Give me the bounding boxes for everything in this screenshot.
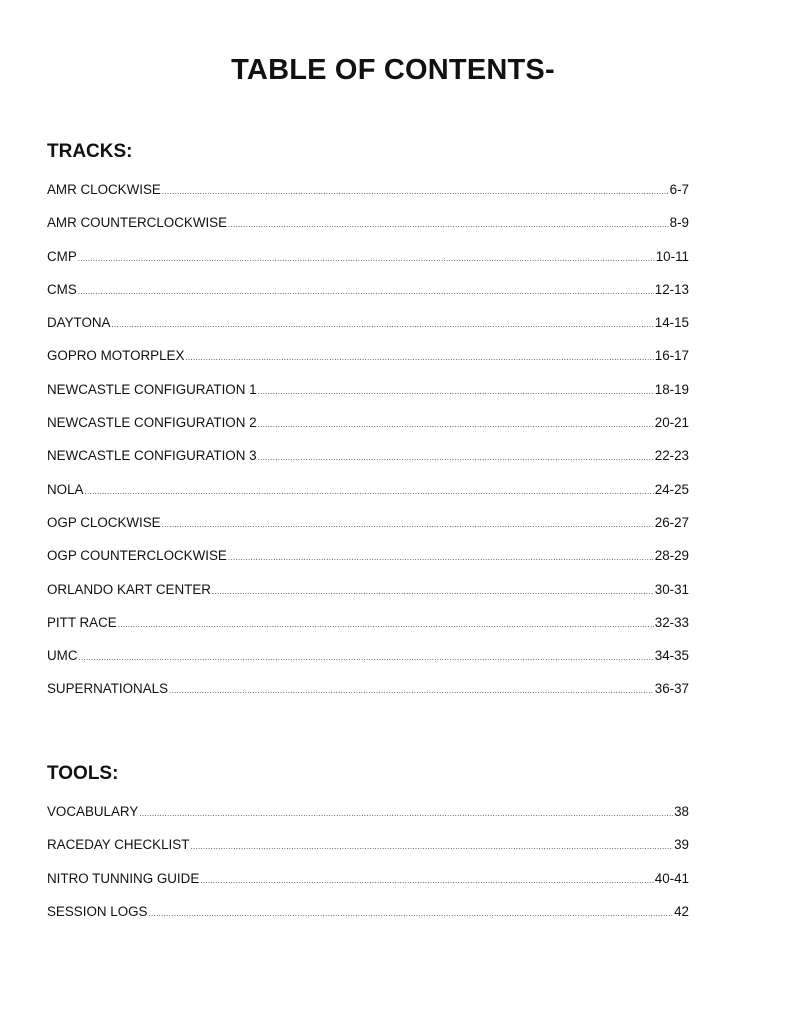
dot-leader — [258, 383, 654, 401]
toc-entry-label: AMR CLOCKWISE — [47, 182, 161, 197]
toc-entry — [47, 836, 689, 869]
toc-entry-label: GOPRO MOTORPLEX — [47, 348, 185, 364]
toc-entry-pages: 6-7 — [669, 182, 689, 197]
dot-leader — [78, 283, 654, 301]
toc-entry — [47, 803, 689, 836]
dot-leader — [148, 905, 673, 923]
dot-leader — [118, 616, 654, 634]
dot-leader — [84, 483, 653, 501]
dot-leader — [228, 216, 669, 234]
toc-entry — [47, 381, 689, 414]
toc-entry-label: NEWCASTLE CONFIGURATION 2 — [47, 415, 257, 431]
dot-leader — [169, 682, 654, 700]
toc-entry-label: VOCABULARY — [47, 804, 139, 819]
dot-leader — [139, 805, 673, 823]
toc-entry-label: AMR COUNTERCLOCKWISE — [47, 215, 228, 231]
dot-leader — [162, 516, 654, 534]
toc-entry-label: OGP COUNTERCLOCKWISE — [47, 548, 227, 564]
toc-entry-label: NEWCASTLE CONFIGURATION 1 — [47, 381, 257, 397]
dot-leader — [78, 250, 655, 268]
toc-entry-pages: 42 — [674, 903, 689, 919]
toc-entry — [47, 680, 689, 713]
dot-leader — [190, 838, 673, 856]
toc-entry-label: PITT RACE — [47, 614, 117, 630]
toc-entry-pages: 40-41 — [654, 870, 689, 886]
section-heading-tools: TOOLS: — [47, 763, 119, 784]
dot-leader — [162, 183, 669, 201]
toc-entry — [47, 581, 689, 614]
toc-entry-pages: 34-35 — [654, 648, 689, 664]
toc-entry-label: CMP — [47, 248, 77, 264]
dot-leader — [212, 583, 654, 601]
toc-entry — [47, 514, 689, 547]
toc-list-tracks — [47, 181, 689, 714]
toc-entry-pages: 24-25 — [654, 481, 689, 497]
dot-leader — [228, 549, 654, 567]
page-title: TABLE OF CONTENTS- — [231, 54, 555, 86]
toc-entry — [47, 314, 689, 347]
dot-leader — [200, 872, 653, 890]
toc-entry — [47, 481, 689, 514]
toc-entry — [47, 614, 689, 647]
toc-entry-label: NEWCASTLE CONFIGURATION 3 — [47, 448, 257, 464]
toc-entry-pages: 38 — [674, 804, 689, 819]
dot-leader — [185, 349, 653, 367]
dot-leader — [79, 649, 654, 667]
toc-entry-label: RACEDAY CHECKLIST — [47, 837, 190, 853]
toc-list-tools — [47, 803, 689, 936]
toc-entry-pages: 39 — [674, 837, 689, 853]
toc-entry-label: DAYTONA — [47, 315, 111, 331]
toc-entry — [47, 281, 689, 314]
toc-entry — [47, 647, 689, 680]
toc-entry-pages: 30-31 — [654, 581, 689, 597]
section-heading-tracks: TRACKS: — [47, 141, 133, 162]
toc-entry — [47, 248, 689, 281]
toc-entry-label: CMS — [47, 281, 77, 297]
toc-entry-label: UMC — [47, 648, 78, 664]
toc-entry-pages: 8-9 — [669, 215, 689, 231]
toc-entry — [47, 903, 689, 936]
toc-entry — [47, 181, 689, 214]
toc-entry-pages: 32-33 — [654, 614, 689, 630]
toc-entry-pages: 20-21 — [654, 415, 689, 431]
toc-entry — [47, 214, 689, 247]
toc-entry-pages: 18-19 — [654, 381, 689, 397]
dot-leader — [112, 316, 654, 334]
toc-entry-label: OGP CLOCKWISE — [47, 514, 161, 530]
toc-entry-label: SUPERNATIONALS — [47, 681, 169, 697]
toc-entry — [47, 870, 689, 903]
dot-leader — [258, 449, 654, 467]
toc-entry-pages: 26-27 — [654, 514, 689, 530]
toc-entry-label: NITRO TUNNING GUIDE — [47, 870, 200, 886]
toc-entry-label: NOLA — [47, 481, 84, 497]
toc-entry — [47, 447, 689, 480]
toc-entry-pages: 12-13 — [654, 281, 689, 297]
toc-entry-label: ORLANDO KART CENTER — [47, 581, 211, 597]
toc-entry — [47, 547, 689, 580]
toc-entry-pages: 10-11 — [655, 248, 689, 264]
toc-entry-pages: 36-37 — [654, 681, 689, 697]
toc-entry-label: SESSION LOGS — [47, 903, 148, 919]
toc-entry — [47, 347, 689, 380]
toc-entry — [47, 414, 689, 447]
toc-entry-pages: 28-29 — [654, 548, 689, 564]
toc-entry-pages: 22-23 — [654, 448, 689, 464]
toc-entry-pages: 14-15 — [654, 315, 689, 331]
toc-entry-pages: 16-17 — [654, 348, 689, 364]
dot-leader — [258, 416, 654, 434]
